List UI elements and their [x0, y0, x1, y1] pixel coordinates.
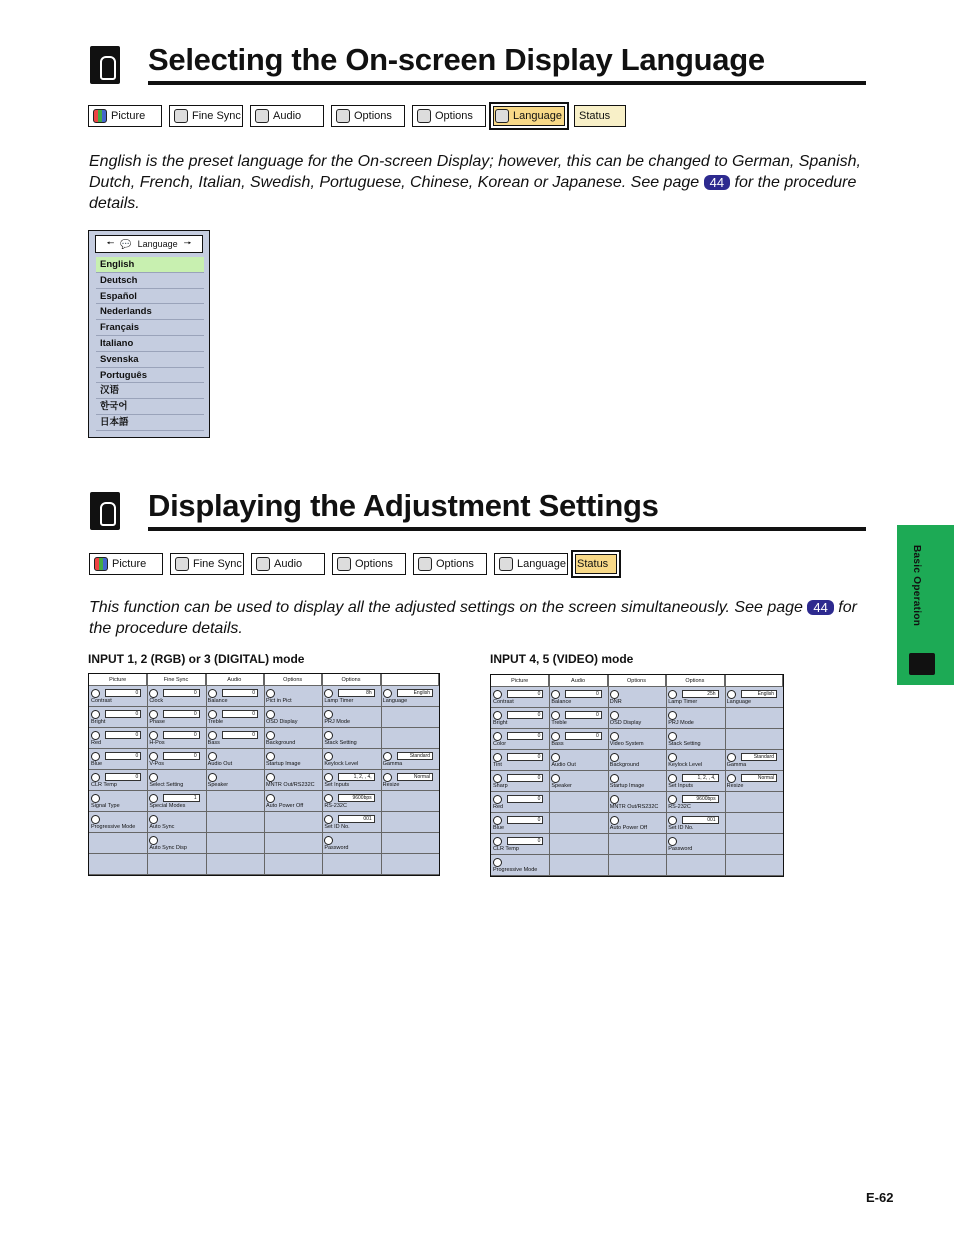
grid-row-line — [491, 791, 783, 792]
setting-icon — [383, 773, 392, 782]
setting-icon — [493, 753, 502, 762]
setting-icon — [493, 690, 502, 699]
tab-audio: Audio — [251, 553, 325, 575]
setting-label: Special Modes — [149, 803, 186, 809]
grid-header: Picture — [491, 675, 549, 687]
setting-icon — [551, 732, 560, 741]
grid-header — [381, 674, 439, 686]
status-grid-rgb — [88, 673, 440, 876]
grid-row-line — [89, 874, 439, 875]
setting-icon — [383, 752, 392, 761]
setting-value: 0 — [163, 731, 199, 739]
setting-icon — [91, 773, 100, 782]
tab-language: Language — [489, 102, 569, 130]
setting-icon — [668, 753, 677, 762]
setting-icon — [324, 836, 333, 845]
setting-label: Sharp — [493, 783, 508, 789]
setting-value: 0 — [105, 773, 141, 781]
grid-column-line — [381, 674, 382, 875]
hand-pointer-icon — [90, 46, 120, 84]
setting-value: 0 — [507, 816, 543, 824]
setting-label: Password — [668, 846, 693, 852]
list-item: English — [96, 257, 204, 273]
setting-icon — [668, 690, 677, 699]
setting-label: Blue — [493, 825, 505, 831]
setting-icon — [551, 774, 560, 783]
setting-icon — [91, 752, 100, 761]
setting-icon — [551, 711, 560, 720]
grid-row-line — [89, 790, 439, 791]
setting-value: 9600bps — [682, 795, 718, 803]
setting-icon — [493, 732, 502, 741]
setting-value: 25h — [682, 690, 718, 698]
title-rule — [148, 81, 866, 85]
setting-value: Normal — [741, 774, 777, 782]
setting-icon — [149, 710, 158, 719]
grid-column-line — [608, 675, 609, 876]
tab-fine-sync: Fine Sync — [170, 553, 244, 575]
setting-icon — [610, 774, 619, 783]
setting-icon — [493, 795, 502, 804]
setting-icon — [208, 710, 217, 719]
paragraph-language: English is the preset language for the On-screen Display; however, this can be changed to German, Spanish, Dutch, French, Italian, Swedish, Portuguese, Chinese, Korean or Japanese. See page 44 for the procedure details. — [89, 153, 861, 212]
list-item: 한국어 — [96, 399, 204, 415]
setting-icon — [610, 690, 619, 699]
grid-row-line — [89, 727, 439, 728]
section-header-language — [88, 42, 866, 90]
grid-row-line — [89, 706, 439, 707]
setting-label: Auto Sync Disp — [149, 845, 187, 851]
hand-pointer-icon — [90, 492, 120, 530]
list-item: Deutsch — [96, 273, 204, 289]
fine-sync-icon — [174, 109, 188, 123]
setting-icon — [610, 711, 619, 720]
setting-icon — [493, 837, 502, 846]
setting-value: 001 — [682, 816, 718, 824]
setting-value: English — [397, 689, 433, 697]
list-item: Italiano — [96, 336, 204, 352]
setting-icon — [324, 773, 333, 782]
setting-label: Stack Setting — [324, 740, 357, 746]
setting-label: Phase — [149, 719, 165, 725]
setting-label: CLR Temp — [493, 846, 519, 852]
list-item: 汉语 — [96, 383, 204, 399]
setting-icon — [91, 815, 100, 824]
grid-header: Options — [666, 675, 724, 687]
page-ref-badge: 44 — [704, 175, 730, 190]
options-icon — [418, 557, 432, 571]
section-header-status — [88, 488, 866, 536]
tab-options-2: Options — [413, 553, 487, 575]
setting-icon — [668, 837, 677, 846]
language-menu-screen — [88, 230, 210, 438]
setting-label: Clock — [149, 698, 164, 704]
setting-label: Speaker — [207, 782, 229, 788]
setting-label: RS-232C — [324, 803, 347, 809]
setting-label: RS-232C — [668, 804, 691, 810]
setting-label: Background — [266, 740, 296, 746]
setting-value: 001 — [338, 815, 374, 823]
setting-value: 0 — [105, 752, 141, 760]
title-rule — [148, 527, 866, 531]
setting-icon — [610, 732, 619, 741]
setting-icon — [266, 773, 275, 782]
setting-icon — [727, 690, 736, 699]
setting-label: Balance — [551, 699, 572, 705]
setting-label: Startup Image — [266, 761, 301, 767]
setting-label: Color — [493, 741, 507, 747]
setting-icon — [149, 752, 158, 761]
setting-value: 0 — [105, 731, 141, 739]
setting-value: 0 — [565, 690, 601, 698]
setting-label: Blue — [91, 761, 103, 767]
setting-icon — [149, 773, 158, 782]
setting-label: Resize — [726, 783, 744, 789]
setting-label: MNTR Out/RS232C — [609, 804, 659, 810]
setting-label: Bright — [91, 719, 106, 725]
hand-icon — [909, 653, 935, 675]
list-item: Español — [96, 289, 204, 305]
page-number: E-62 — [866, 1190, 894, 1205]
setting-label: Pict in Pict — [266, 698, 292, 704]
setting-label: Audio Out — [207, 761, 233, 767]
setting-value: 0 — [105, 710, 141, 718]
language-list — [96, 257, 204, 431]
setting-label: Gamma — [726, 762, 747, 768]
setting-label: OSD Display — [609, 720, 642, 726]
setting-label: Audio Out — [551, 762, 576, 768]
setting-label: Keylock Level — [668, 762, 703, 768]
grid-header: Options — [264, 674, 322, 686]
grid-row-line — [491, 749, 783, 750]
picture-icon — [93, 109, 107, 123]
tab-status: Status — [574, 105, 626, 127]
setting-icon — [493, 774, 502, 783]
tab-language: Language — [494, 553, 568, 575]
section-title-language: Selecting the On-screen Display Language — [148, 42, 765, 77]
setting-icon — [324, 710, 333, 719]
grid-row-line — [491, 875, 783, 876]
setting-value: 9600bps — [338, 794, 374, 802]
setting-icon — [727, 774, 736, 783]
setting-icon — [149, 731, 158, 740]
mode-label-video: INPUT 4, 5 (VIDEO) mode — [490, 652, 634, 666]
setting-icon — [324, 794, 333, 803]
setting-icon — [208, 773, 217, 782]
setting-icon — [727, 753, 736, 762]
setting-icon — [493, 858, 502, 867]
setting-label: Progressive Mode — [493, 867, 538, 873]
language-menu-header: 🠔 💬 Language 🠖 — [95, 235, 203, 253]
grid-row-line — [89, 811, 439, 812]
setting-label: Set Inputs — [324, 782, 350, 788]
grid-row-line — [491, 770, 783, 771]
grid-column-line — [322, 674, 323, 875]
list-item: 日本語 — [96, 415, 204, 431]
setting-icon — [208, 689, 217, 698]
setting-value: 0 — [507, 711, 543, 719]
grid-column-line — [549, 675, 550, 876]
setting-icon — [668, 732, 677, 741]
setting-label: Signal Type — [91, 803, 120, 809]
setting-label: PRJ Mode — [324, 719, 351, 725]
setting-icon — [324, 731, 333, 740]
setting-label: Bass — [551, 741, 564, 747]
setting-label: Set Inputs — [668, 783, 693, 789]
setting-value: 1 — [163, 794, 199, 802]
setting-icon — [324, 752, 333, 761]
setting-label: Gamma — [382, 761, 403, 767]
setting-icon — [208, 752, 217, 761]
setting-label: Set ID No. — [668, 825, 694, 831]
setting-value: English — [741, 690, 777, 698]
setting-value: Standard — [397, 752, 433, 760]
mode-label-rgb: INPUT 1, 2 (RGB) or 3 (DIGITAL) mode — [88, 652, 305, 666]
grid-row-line — [89, 853, 439, 854]
setting-value: 0 — [507, 732, 543, 740]
grid-header — [725, 675, 783, 687]
setting-label: Red — [91, 740, 102, 746]
setting-icon — [551, 753, 560, 762]
setting-icon — [610, 753, 619, 762]
setting-label: Language — [382, 698, 408, 704]
setting-icon — [668, 774, 677, 783]
setting-icon — [91, 710, 100, 719]
list-item: Português — [96, 368, 204, 384]
speaker-icon — [256, 557, 270, 571]
grid-column-line — [147, 674, 148, 875]
list-item: Français — [96, 320, 204, 336]
setting-label: Auto Power Off — [609, 825, 647, 831]
tab-options-1: Options — [331, 105, 405, 127]
setting-value: 1, 2, , 4, — [338, 773, 374, 781]
setting-label: Language — [726, 699, 752, 705]
grid-row-line — [491, 728, 783, 729]
setting-label: Password — [324, 845, 349, 851]
grid-row-line — [491, 812, 783, 813]
setting-icon — [668, 795, 677, 804]
setting-value: 0 — [565, 732, 601, 740]
setting-label: Lamp Timer — [324, 698, 354, 704]
setting-label: Treble — [207, 719, 224, 725]
setting-value: 0 — [222, 710, 258, 718]
tab-fine-sync: Fine Sync — [169, 105, 243, 127]
setting-icon — [324, 689, 333, 698]
grid-header: Picture — [89, 674, 147, 686]
setting-label: Bright — [493, 720, 508, 726]
arrow-right-icon: 🠖 — [183, 238, 192, 248]
list-item: Svenska — [96, 352, 204, 368]
setting-label: MNTR Out/RS232C — [266, 782, 315, 788]
setting-label: Contrast — [91, 698, 112, 704]
speaker-icon — [255, 109, 269, 123]
setting-icon — [324, 815, 333, 824]
setting-value: 0 — [565, 711, 601, 719]
setting-icon — [266, 752, 275, 761]
tab-picture: Picture — [88, 105, 162, 127]
grid-header: Audio — [206, 674, 264, 686]
setting-value: Standard — [741, 753, 777, 761]
setting-label: CLR Temp — [91, 782, 117, 788]
setting-icon — [149, 815, 158, 824]
setting-label: Bass — [207, 740, 220, 746]
setting-icon — [668, 816, 677, 825]
paragraph-status: This function can be used to display all the adjusted settings on the screen simultaneously. See page 44 for the procedure details. — [89, 599, 857, 637]
speech-bubble-icon — [495, 109, 509, 123]
speech-bubble-icon: 💬 — [120, 238, 132, 249]
grid-header: Options — [608, 675, 666, 687]
setting-icon — [91, 689, 100, 698]
setting-icon — [149, 836, 158, 845]
setting-label: Keylock Level — [324, 761, 359, 767]
setting-label: Auto Power Off — [266, 803, 304, 809]
setting-label: Startup Image — [609, 783, 645, 789]
setting-value: Normal — [397, 773, 433, 781]
setting-label: Lamp Timer — [668, 699, 698, 705]
grid-header: Fine Sync — [147, 674, 205, 686]
grid-row-line — [89, 769, 439, 770]
setting-value: 1, 2, , 4, — [682, 774, 718, 782]
setting-label: Red — [493, 804, 504, 810]
setting-icon — [266, 710, 275, 719]
picture-icon — [94, 557, 108, 571]
page-ref-badge: 44 — [807, 600, 833, 615]
setting-value: 0 — [222, 731, 258, 739]
list-item: Nederlands — [96, 304, 204, 320]
setting-value: 0 — [507, 774, 543, 782]
setting-value: 0 — [222, 689, 258, 697]
setting-label: Video System — [609, 741, 644, 747]
grid-column-line — [725, 675, 726, 876]
grid-row-line — [491, 833, 783, 834]
setting-label: PRJ Mode — [668, 720, 694, 726]
setting-value: 0 — [163, 689, 199, 697]
setting-value: 0 — [507, 795, 543, 803]
setting-icon — [610, 795, 619, 804]
setting-value: 8h — [338, 689, 374, 697]
setting-value: 0 — [163, 710, 199, 718]
setting-label: Progressive Mode — [91, 824, 136, 830]
options-icon — [337, 557, 351, 571]
side-tab-label: Basic Operation — [911, 545, 922, 627]
setting-label: Resize — [382, 782, 400, 788]
grid-row-line — [89, 748, 439, 749]
status-grid-video — [490, 674, 784, 877]
grid-row-line — [89, 832, 439, 833]
setting-label: Balance — [207, 698, 228, 704]
section-title-status: Displaying the Adjustment Settings — [148, 488, 659, 523]
setting-icon — [266, 731, 275, 740]
options-icon — [336, 109, 350, 123]
setting-icon — [266, 794, 275, 803]
setting-label: Stack Setting — [668, 741, 701, 747]
tab-options-2: Options — [412, 105, 486, 127]
speech-bubble-icon — [499, 557, 513, 571]
tab-options-1: Options — [332, 553, 406, 575]
grid-column-line — [666, 675, 667, 876]
setting-value: 0 — [507, 690, 543, 698]
setting-icon — [149, 794, 158, 803]
setting-label: Speaker — [551, 783, 572, 789]
setting-value: 0 — [105, 689, 141, 697]
setting-icon — [208, 731, 217, 740]
setting-label: DNR — [609, 699, 622, 705]
setting-icon — [493, 711, 502, 720]
fine-sync-icon — [175, 557, 189, 571]
setting-label: V-Pos — [149, 761, 165, 767]
setting-icon — [668, 711, 677, 720]
grid-header: Audio — [549, 675, 607, 687]
setting-label: OSD Display — [266, 719, 298, 725]
setting-icon — [266, 689, 275, 698]
setting-label: Set ID No. — [324, 824, 350, 830]
grid-row-line — [491, 854, 783, 855]
setting-label: Background — [609, 762, 640, 768]
setting-icon — [91, 794, 100, 803]
grid-row-line — [491, 707, 783, 708]
setting-label: Select Setting — [149, 782, 184, 788]
setting-icon — [91, 731, 100, 740]
setting-icon — [493, 816, 502, 825]
setting-label: H-Pos — [149, 740, 165, 746]
tab-picture: Picture — [89, 553, 163, 575]
setting-value: 0 — [507, 837, 543, 845]
grid-column-line — [206, 674, 207, 875]
setting-label: Treble — [551, 720, 567, 726]
setting-icon — [610, 816, 619, 825]
setting-value: 0 — [163, 752, 199, 760]
setting-label: Auto Sync — [149, 824, 175, 830]
setting-icon — [551, 690, 560, 699]
grid-column-line — [264, 674, 265, 875]
setting-icon — [383, 689, 392, 698]
setting-icon — [149, 689, 158, 698]
grid-header: Options — [322, 674, 380, 686]
setting-label: Tint — [493, 762, 502, 768]
setting-value: 0 — [507, 753, 543, 761]
arrow-left-icon: 🠔 — [106, 238, 115, 248]
side-tab — [897, 525, 954, 685]
setting-label: Contrast — [493, 699, 514, 705]
tab-audio: Audio — [250, 105, 324, 127]
tab-status: Status — [571, 550, 621, 578]
options-icon — [417, 109, 431, 123]
